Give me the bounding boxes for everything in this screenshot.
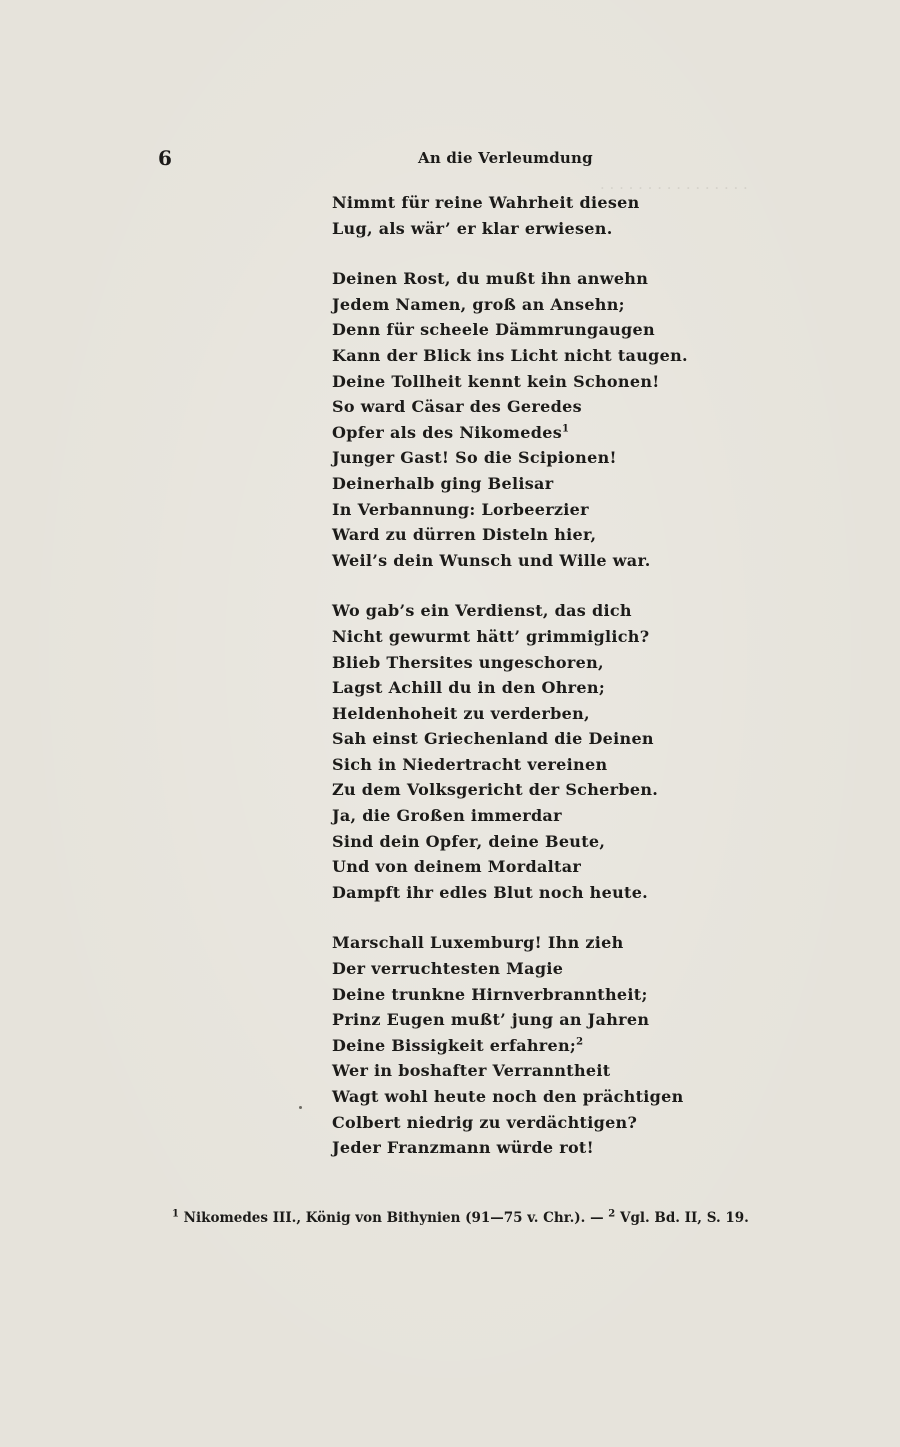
poem-line-text: Deine Bissigkeit erfahren; <box>332 1035 577 1055</box>
stanza <box>332 930 684 1160</box>
poem-line-text: Ward zu dürren Disteln hier, <box>332 525 597 545</box>
poem-line-text: Dampft ihr edles Blut noch heute. <box>332 882 649 902</box>
poem-line <box>332 803 662 829</box>
poem-line <box>332 1007 662 1033</box>
poem-line-text: Sind dein Opfer, deine Beute, <box>332 831 606 851</box>
poem-line <box>332 726 662 752</box>
poem-line-text: Wo gab’s ein Verdienst, das dich <box>332 601 632 621</box>
page-header <box>0 146 900 170</box>
poem-line <box>332 190 662 216</box>
poem-line-text: Jedem Namen, groß an Ansehn; <box>332 294 625 314</box>
show-through-text: · · · · · · · · · · · · · · · · <box>600 179 748 197</box>
poem-line-text: Lug, als wär’ er klar erwiesen. <box>332 218 613 238</box>
poem-line <box>332 675 662 701</box>
poem-line <box>332 1033 662 1059</box>
poem-body <box>332 190 688 1186</box>
poem-line-text: Blieb Thersites ungeschoren, <box>332 652 604 672</box>
poem-line <box>332 420 662 446</box>
footnote <box>172 1210 772 1226</box>
poem-line <box>332 624 662 650</box>
poem-line <box>332 369 662 395</box>
poem-line-text: Deinerhalb ging Belisar <box>332 473 554 493</box>
poem-line <box>332 548 662 574</box>
ink-speck <box>299 1106 302 1109</box>
stanza <box>332 190 662 241</box>
poem-line <box>332 317 662 343</box>
poem-line <box>332 394 662 420</box>
poem-line <box>332 1135 662 1161</box>
poem-line-text: Opfer als des Nikomedes <box>332 422 563 442</box>
poem-line-text: Wagt wohl heute noch den prächtigen <box>332 1087 684 1106</box>
page-number: 6 <box>158 146 172 170</box>
poem-line <box>332 292 662 318</box>
poem-line <box>332 880 662 906</box>
poem-line-text: Jeder Franzmann würde rot! <box>332 1138 594 1158</box>
poem-line-text: Deine Tollheit kennt kein Schonen! <box>332 371 660 391</box>
poem-line-text: In Verbannung: Lorbeerzier <box>332 499 589 519</box>
poem-line-text: Wer in boshafter Verranntheit <box>332 1061 611 1081</box>
poem-line <box>332 216 662 242</box>
poem-line-text: Heldenhoheit zu verderben, <box>332 703 590 723</box>
poem-line-text: Denn für scheele Dämmrungaugen <box>332 320 655 340</box>
poem-line <box>332 497 662 523</box>
poem-line-text: So ward Cäsar des Geredes <box>332 397 582 417</box>
stanza <box>332 266 688 573</box>
poem-line <box>332 598 662 624</box>
poem-line-text: Nimmt für reine Wahrheit diesen <box>332 193 640 212</box>
poem-line-text: Kann der Blick ins Licht nicht taugen. <box>332 345 688 365</box>
poem-line-text: Nicht gewurmt hätt’ grimmiglich? <box>332 626 650 646</box>
footnote-reference: 1 <box>562 423 570 435</box>
poem-line <box>332 650 662 676</box>
poem-line <box>332 777 662 803</box>
running-title: An die Verleumdung <box>418 149 593 167</box>
poem-line-text: Weil’s dein Wunsch und Wille war. <box>332 550 651 570</box>
poem-line-text: Marschall Luxemburg! Ihn zieh <box>332 933 624 953</box>
poem-line-text: Sich in Niedertracht vereinen <box>332 754 608 774</box>
poem-line <box>332 1058 662 1084</box>
footnote-text-1: Nikomedes III., König von Bithynien (91—75 v. Chr.). — <box>183 1210 609 1226</box>
poem-line <box>332 1110 662 1136</box>
poem-line-text: Sah einst Griechenland die Deinen <box>332 729 654 749</box>
footnote-mark-2: 2 <box>608 1208 616 1220</box>
poem-line <box>332 445 662 471</box>
poem-line <box>332 471 662 497</box>
poem-line <box>332 752 662 778</box>
poem-line <box>332 343 688 369</box>
poem-line <box>332 829 662 855</box>
poem-line-text: Lagst Achill du in den Ohren; <box>332 678 606 698</box>
poem-line <box>332 982 662 1008</box>
poem-line-text: Ja, die Großen immerdar <box>332 806 562 826</box>
stanza <box>332 598 662 905</box>
poem-line-text: Zu dem Volksgericht der Scherben. <box>332 780 659 800</box>
poem-line <box>332 854 662 880</box>
poem-line <box>332 701 662 727</box>
poem-line-text: Deinen Rost, du mußt ihn anwehn <box>332 269 649 289</box>
poem-line-text: Der verruchtesten Magie <box>332 959 564 979</box>
poem-line <box>332 1084 684 1110</box>
poem-line <box>332 522 662 548</box>
footnote-mark-1: 1 <box>172 1208 179 1220</box>
poem-line-text: Colbert niedrig zu verdächtigen? <box>332 1112 638 1132</box>
footnote-text-2: Vgl. Bd. II, S. 19. <box>619 1210 749 1226</box>
poem-line-text: Deine trunkne Hirnverbranntheit; <box>332 984 648 1004</box>
footnote-reference: 2 <box>576 1036 584 1048</box>
poem-line-text: Und von deinem Mordaltar <box>332 857 582 877</box>
poem-line-text: Prinz Eugen mußt’ jung an Jahren <box>332 1010 650 1030</box>
poem-line <box>332 266 662 292</box>
poem-line <box>332 930 662 956</box>
poem-line-text: Junger Gast! So die Scipionen! <box>332 448 617 468</box>
poem-line <box>332 956 662 982</box>
